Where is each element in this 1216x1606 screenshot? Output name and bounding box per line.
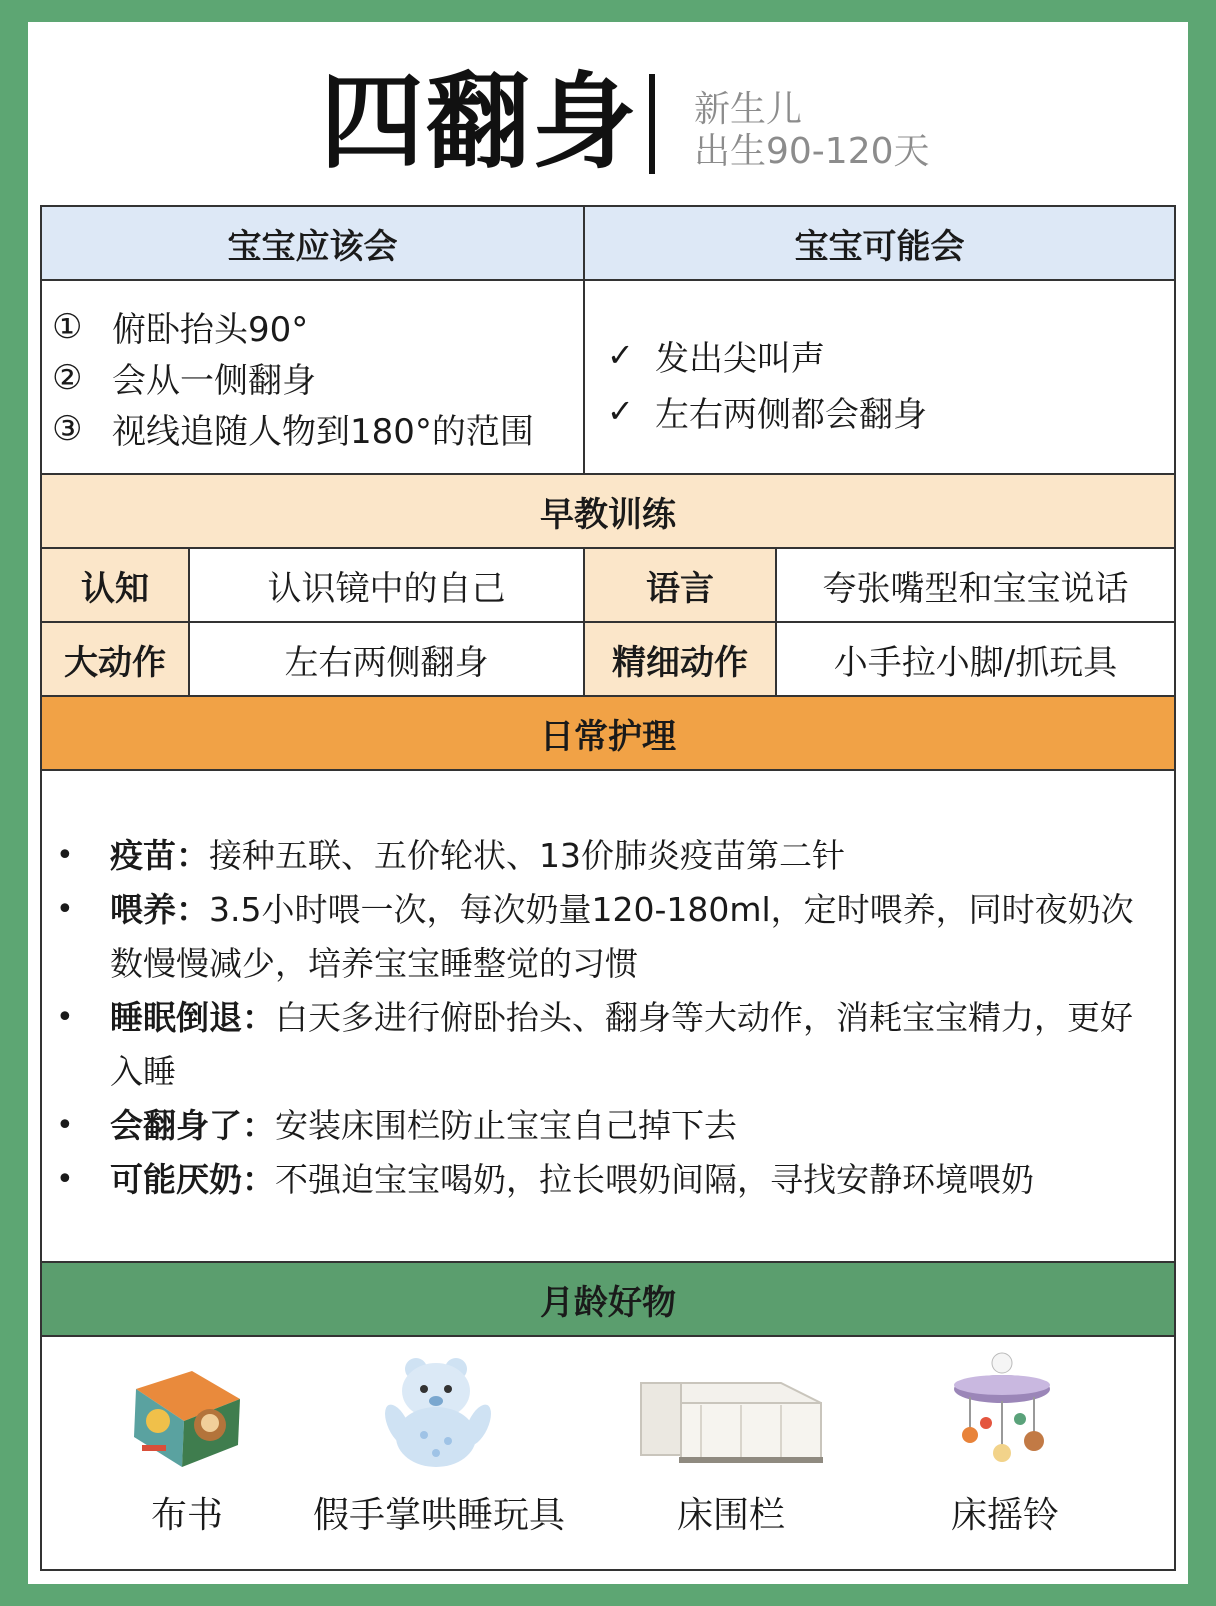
bullet: • [56, 1000, 74, 1035]
goods-name: 床围栏 [676, 1495, 785, 1536]
goods-name: 布书 [150, 1495, 223, 1536]
bed-rail-icon [631, 1349, 831, 1479]
should-header: 宝宝应该会 [227, 226, 398, 267]
bullet: • [56, 1162, 74, 1197]
page-title: 四翻身 [320, 61, 639, 183]
education-header: 早教训练 [540, 494, 676, 535]
subtitle-line1: 新生儿 [694, 89, 803, 130]
care-body [42, 771, 1174, 1263]
list-item: • 疫苗：接种五联、五价轮状、13价肺炎疫苗第二针 [56, 829, 1156, 883]
bullet: • [56, 892, 74, 927]
may-header: 宝宝可能会 [794, 226, 965, 267]
edu-value: 认识镜中的自己 [267, 568, 506, 609]
goods-header: 月龄好物 [540, 1282, 676, 1323]
goods-name: 假手掌哄睡玩具 [312, 1495, 565, 1536]
list-item: ② 会从一侧翻身 [52, 357, 316, 401]
goods-row [42, 1337, 1174, 1569]
goods-item [304, 1337, 574, 1569]
list-item: • 会翻身了：安装床围栏防止宝宝自己掉下去 [56, 1099, 1156, 1153]
should-list [52, 301, 534, 454]
edu-label: 大动作 [42, 623, 188, 695]
header [28, 22, 1188, 207]
check-icon: ✓ [607, 392, 634, 430]
poster-card [28, 22, 1188, 1584]
education-header-row [42, 475, 1174, 549]
edu-label: 精细动作 [585, 623, 775, 695]
care-list [56, 829, 1156, 1207]
list-item: ✓ 左右两侧都会翻身 [607, 392, 927, 435]
edu-value: 小手拉小脚/抓玩具 [833, 642, 1118, 683]
may-list [607, 327, 927, 439]
goods-item [900, 1337, 1110, 1569]
bullet: • [56, 838, 74, 873]
edu-value: 夸张嘴型和宝宝说话 [822, 568, 1129, 609]
list-item: ✓ 发出尖叫声 [607, 336, 825, 379]
edu-label: 语言 [585, 549, 775, 621]
edu-value: 左右两侧翻身 [284, 642, 489, 683]
education-row [42, 623, 1174, 697]
abilities-header-row [42, 207, 1174, 281]
education-row [42, 549, 1174, 623]
abilities-body-row [42, 281, 1174, 475]
care-header-row [42, 697, 1174, 771]
crib-mobile-icon [940, 1349, 1070, 1479]
list-item: • 喂养：3.5小时喂一次，每次奶量120-180ml，定时喂养，同时夜奶次数慢慢减少，培养宝宝睡整觉的习惯 [56, 883, 1156, 991]
goods-item [616, 1337, 846, 1569]
bullet: • [56, 1108, 74, 1143]
goods-item [82, 1337, 292, 1569]
goods-name: 床摇铃 [950, 1495, 1059, 1536]
care-header: 日常护理 [540, 716, 676, 757]
list-item: ① 俯卧抬头90° [52, 306, 309, 350]
soothing-hand-toy-icon [374, 1349, 504, 1479]
title-divider [649, 74, 655, 174]
cloth-book-icon [122, 1349, 252, 1479]
list-item: • 睡眠倒退：白天多进行俯卧抬头、翻身等大动作，消耗宝宝精力，更好入睡 [56, 991, 1156, 1099]
list-item: ③ 视线追随人物到180°的范围 [52, 408, 534, 452]
subtitle-line2: 出生90-120天 [694, 131, 930, 172]
edu-label: 认知 [42, 549, 188, 621]
check-icon: ✓ [607, 336, 634, 374]
info-table [40, 205, 1176, 1571]
list-item: • 可能厌奶：不强迫宝宝喝奶，拉长喂奶间隔，寻找安静环境喂奶 [56, 1153, 1156, 1207]
goods-header-row [42, 1263, 1174, 1337]
